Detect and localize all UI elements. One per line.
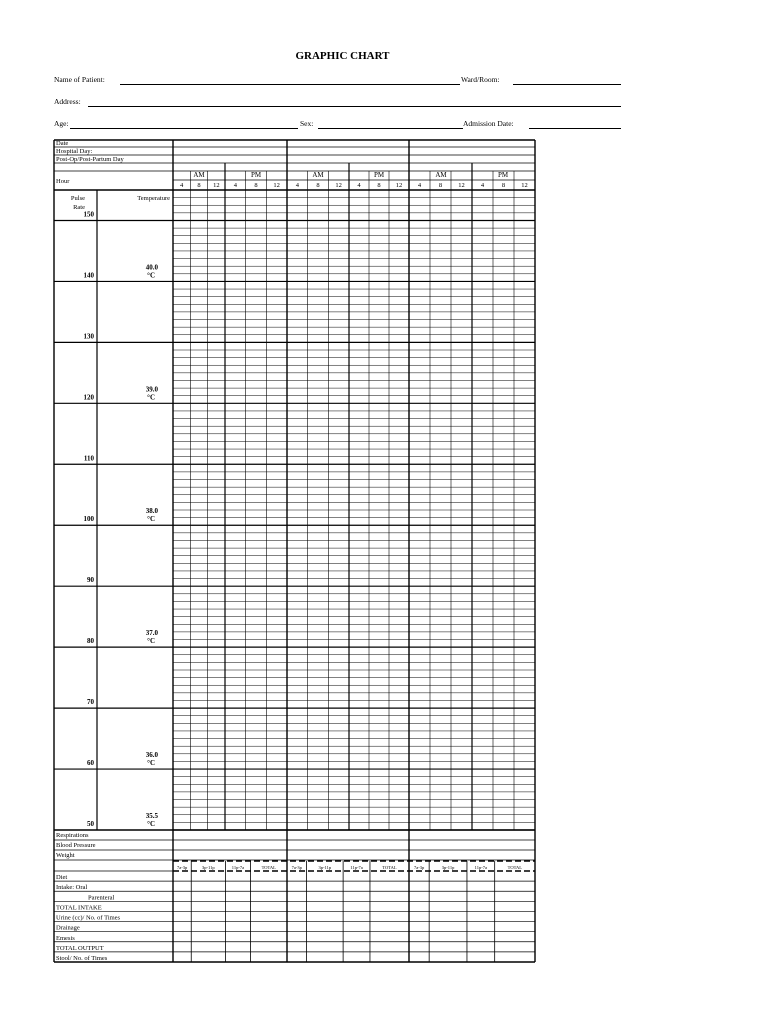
pulse-value-120: 120 bbox=[83, 393, 94, 402]
pulse-value-140: 140 bbox=[83, 271, 94, 280]
pulse-value-50: 50 bbox=[87, 820, 94, 828]
admission-date-label: Admission Date: bbox=[463, 119, 514, 128]
shift-label-1-0: 7a-3p bbox=[291, 865, 302, 870]
hour-tick-16: 8 bbox=[501, 182, 506, 189]
am-pm-label-5: PM bbox=[497, 171, 509, 179]
shift-label-2-2: 11p-7a bbox=[474, 865, 487, 870]
am-pm-label-3: PM bbox=[373, 171, 385, 179]
hour-tick-5: 12 bbox=[273, 182, 280, 189]
hour-tick-0: 4 bbox=[180, 182, 184, 189]
temp-value-5: 35.5 bbox=[145, 812, 158, 820]
shift-label-2-1: 3p-11p bbox=[441, 865, 455, 870]
shift-label-0-3: TOTAL bbox=[261, 865, 276, 870]
weight-label: Weight bbox=[56, 852, 75, 859]
temp-unit-5: °C bbox=[147, 820, 155, 828]
temp-unit-3: °C bbox=[147, 637, 155, 646]
ward-room-label: Ward/Room: bbox=[461, 75, 500, 84]
io-label-6: Emesis bbox=[56, 934, 75, 942]
shift-label-0-1: 3p-11p bbox=[202, 865, 215, 870]
io-label-4: Urine (cc)/ No. of Times bbox=[56, 914, 121, 922]
pulse-value-110: 110 bbox=[83, 454, 94, 463]
io-label-1: Intake: Oral bbox=[56, 884, 88, 892]
am-pm-label-0: AM bbox=[193, 171, 205, 179]
hour-tick-1: 8 bbox=[197, 182, 201, 189]
hour-tick-13: 8 bbox=[438, 182, 443, 189]
temp-value-1: 39.0 bbox=[145, 385, 158, 394]
hour-tick-3: 4 bbox=[233, 182, 237, 189]
am-pm-label-4: AM bbox=[435, 171, 447, 179]
page-title: GRAPHIC CHART bbox=[295, 50, 390, 62]
hour-tick-15: 4 bbox=[480, 182, 485, 189]
io-label-7: TOTAL OUTPUT bbox=[56, 944, 104, 952]
io-label-3: TOTAL INTAKE bbox=[56, 904, 102, 912]
temp-value-2: 38.0 bbox=[145, 507, 158, 516]
pulse-heading: Pulse bbox=[70, 195, 85, 202]
am-pm-label-2: AM bbox=[312, 171, 324, 179]
sex-label: Sex: bbox=[300, 119, 314, 128]
hour-tick-7: 8 bbox=[316, 182, 320, 189]
temperature-heading: Temperature bbox=[137, 195, 170, 202]
pulse-value-150: 150 bbox=[83, 210, 94, 219]
hour-tick-4: 8 bbox=[254, 182, 258, 189]
date-label: Date bbox=[56, 140, 69, 147]
pulse-value-60: 60 bbox=[87, 759, 94, 768]
temp-unit-2: °C bbox=[147, 515, 155, 524]
hour-tick-10: 8 bbox=[377, 182, 381, 189]
respirations-label: Respirations bbox=[56, 832, 89, 839]
hour-label: Hour bbox=[56, 178, 70, 185]
shift-label-0-0: 7a-3p bbox=[176, 865, 188, 870]
shift-label-2-0: 7a-3p bbox=[413, 865, 425, 870]
hospital-day-label: Hospital Day: bbox=[56, 148, 93, 155]
shift-label-0-2: 11p-7a bbox=[231, 865, 245, 870]
io-label-5: Drainage bbox=[56, 924, 80, 932]
patient-name-label: Name of Patient: bbox=[54, 75, 105, 84]
hour-tick-6: 4 bbox=[295, 182, 299, 189]
shift-label-1-3: TOTAL bbox=[382, 865, 397, 870]
temp-unit-4: °C bbox=[147, 759, 155, 768]
hour-tick-14: 12 bbox=[458, 182, 465, 189]
hour-tick-2: 12 bbox=[213, 182, 220, 189]
shift-label-2-3: TOTAL bbox=[507, 865, 522, 870]
pulse-heading-2: Rate bbox=[73, 204, 85, 211]
pulse-value-100: 100 bbox=[83, 515, 94, 524]
pulse-value-80: 80 bbox=[87, 637, 94, 646]
pulse-value-130: 130 bbox=[83, 332, 94, 341]
hour-tick-8: 12 bbox=[335, 182, 342, 189]
blood-pressure-label: Blood Pressure bbox=[56, 842, 96, 849]
temp-value-4: 36.0 bbox=[145, 751, 158, 760]
io-label-8: Stool/ No. of Times bbox=[56, 955, 108, 962]
temp-value-3: 37.0 bbox=[145, 629, 158, 638]
hour-tick-17: 12 bbox=[521, 182, 528, 189]
hour-tick-12: 4 bbox=[417, 182, 422, 189]
hour-tick-9: 4 bbox=[357, 182, 361, 189]
am-pm-label-1: PM bbox=[250, 171, 262, 179]
address-label: Address: bbox=[54, 97, 81, 106]
hour-tick-11: 12 bbox=[395, 182, 403, 189]
pulse-value-90: 90 bbox=[87, 576, 94, 585]
shift-label-1-1: 3p-11p bbox=[318, 865, 332, 870]
age-label: Age: bbox=[54, 119, 69, 128]
temp-unit-0: °C bbox=[147, 271, 155, 280]
pulse-value-70: 70 bbox=[87, 698, 94, 707]
io-label-0: Diet bbox=[56, 874, 68, 882]
temp-value-0: 40.0 bbox=[145, 263, 158, 272]
temp-unit-1: °C bbox=[147, 393, 155, 402]
shift-label-1-2: 11p-7a bbox=[350, 865, 363, 870]
io-label-2: Parenteral bbox=[88, 894, 115, 902]
post-op-day-label: Post-Op/Post-Partum Day bbox=[56, 156, 124, 163]
